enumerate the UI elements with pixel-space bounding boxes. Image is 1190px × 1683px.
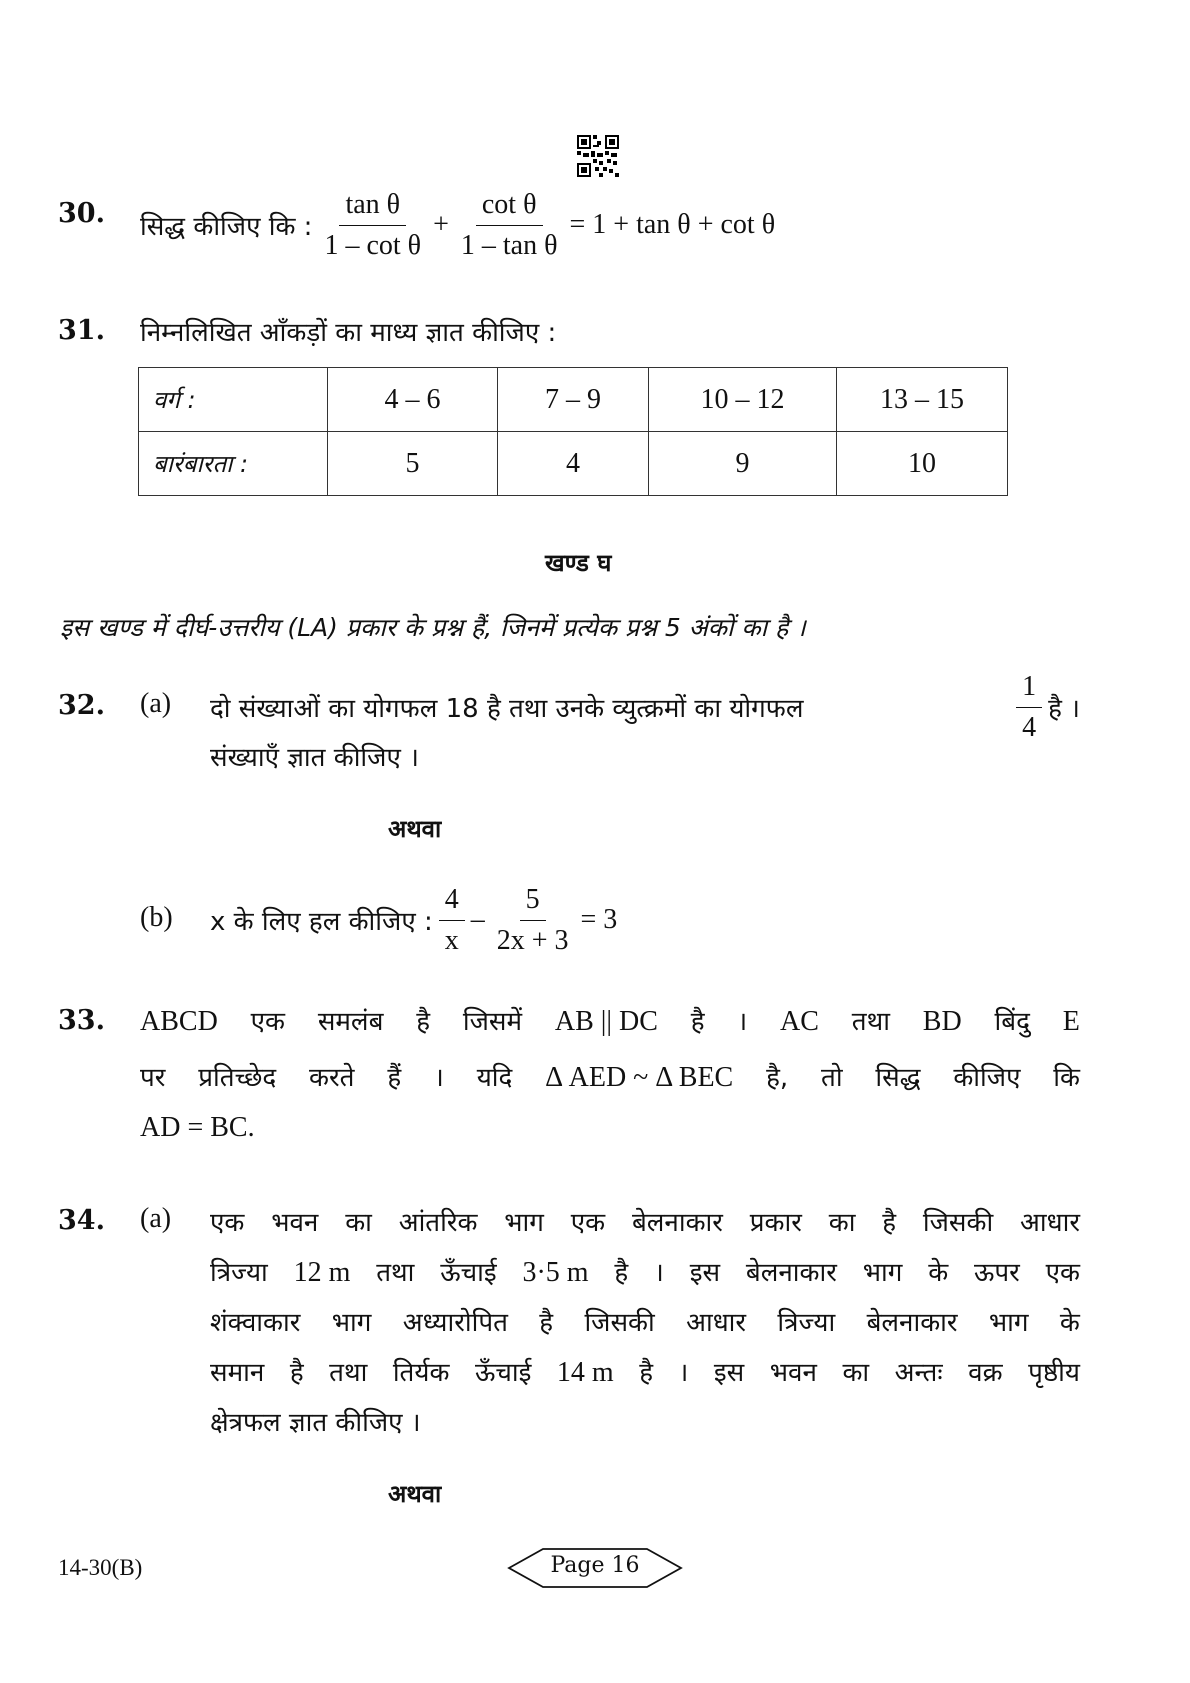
word: भाग [504, 1208, 544, 1238]
table-row-frequency [139, 432, 1008, 496]
word: भाग [988, 1308, 1029, 1338]
word: अन्तः [894, 1358, 943, 1388]
frequency-table [138, 367, 1008, 496]
qr-code-icon [577, 135, 619, 177]
q32-part-b-label: (b) [140, 902, 173, 933]
word: AB || DC [554, 1006, 658, 1037]
word: है [639, 1358, 653, 1388]
q34-line-1 [210, 1203, 1080, 1239]
word: समान [210, 1358, 265, 1388]
question-number-32: 32. [58, 690, 105, 721]
row-label-class: वर्ग : [139, 368, 328, 432]
word: इस [713, 1358, 745, 1388]
word: त्रिज्या [210, 1258, 268, 1288]
q34-line-4 [210, 1353, 1080, 1389]
class-cell: 10 – 12 [649, 368, 837, 432]
q33-line-3: AD = BC. [140, 1112, 255, 1143]
word: एक [210, 1208, 245, 1238]
word: है [289, 1358, 304, 1388]
q30-rhs: = 1 + tan θ + cot θ [569, 209, 776, 240]
word: जिसमें [462, 1007, 523, 1037]
q33-line-2 [140, 1058, 1080, 1094]
word: वक्र [968, 1358, 1003, 1388]
class-cell: 7 – 9 [498, 368, 649, 432]
word: आधार [686, 1308, 747, 1338]
word: हैं [387, 1063, 402, 1093]
numerator: 4 [439, 884, 465, 921]
q31-prompt: निम्नलिखित आँकड़ों का माध्य ज्ञात कीजिए : [140, 318, 557, 348]
word: है [416, 1007, 431, 1037]
word: भाग [331, 1308, 372, 1338]
or-separator: अथवा [388, 815, 442, 843]
frequency-cell: 9 [649, 432, 837, 496]
q32b-prompt: x के लिए हल कीजिए : [210, 907, 433, 937]
denominator: x [444, 924, 459, 956]
q32a-text-end: है । [1048, 694, 1080, 724]
minus-sign: – [470, 904, 485, 935]
word: ऊँचाई [440, 1258, 497, 1288]
q32-part-a-line2: संख्याएँ ज्ञात कीजिए । [210, 743, 419, 773]
q32b-rhs: = 3 [580, 904, 618, 935]
q33-line-1 [140, 1002, 1080, 1038]
word: है [882, 1208, 897, 1238]
q32a-text: दो संख्याओं का योगफल 18 है तथा उनके व्युत्क्रमों का योगफल [210, 694, 804, 724]
question-number-31: 31. [58, 315, 105, 346]
frequency-cell: 10 [837, 432, 1008, 496]
denominator: 4 [1022, 711, 1037, 743]
word: । [737, 1007, 748, 1037]
denominator: 1 – tan θ [460, 229, 558, 261]
plus-sign: + [433, 209, 449, 240]
numerator: tan θ [339, 189, 406, 226]
class-cell: 13 – 15 [837, 368, 1008, 432]
word: भवन [769, 1358, 817, 1388]
word: है, [766, 1063, 789, 1093]
word: है [690, 1007, 705, 1037]
word: इस [689, 1258, 721, 1288]
word: ऊँचाई [474, 1358, 532, 1388]
page-number-badge [507, 1547, 683, 1589]
word: प्रतिच्छेद [198, 1063, 277, 1093]
word: का [842, 1358, 870, 1388]
word: ऊपर [974, 1258, 1020, 1288]
q32b-fraction-1 [439, 884, 465, 957]
word: 3·5 m [522, 1257, 589, 1288]
denominator: 1 – cot θ [324, 229, 422, 261]
question-number-33: 33. [58, 1005, 105, 1036]
word: एक [570, 1208, 606, 1238]
q32-part-a-line1 [210, 672, 1080, 742]
section-note: इस खण्ड में दीर्घ-उत्तरीय (LA) प्रकार के प्रश्न हैं, जिनमें प्रत्येक प्रश्न 5 अंकों का है । [60, 613, 806, 642]
word: का [345, 1208, 372, 1238]
question-number-30: 30. [58, 198, 105, 229]
word: BD [922, 1006, 962, 1037]
word: है [614, 1258, 629, 1288]
frequency-cell: 5 [328, 432, 498, 496]
q30-prompt: सिद्ध कीजिए कि : [140, 212, 313, 242]
word: पर [140, 1063, 166, 1093]
q34-line-5: क्षेत्रफल ज्ञात कीजिए । [210, 1408, 421, 1438]
word: जिसकी [584, 1308, 655, 1338]
word: 14 m [556, 1357, 614, 1388]
q32-part-b [210, 880, 617, 960]
word: के [928, 1258, 949, 1288]
word: पृष्ठीय [1028, 1358, 1080, 1388]
q32b-fraction-2 [491, 884, 575, 957]
word: एक [1045, 1258, 1080, 1288]
word: त्रिज्या [777, 1308, 836, 1338]
q30-fraction-2 [455, 189, 564, 262]
word: बेलनाकार [745, 1258, 837, 1288]
question-30 [140, 185, 775, 265]
word: आधार [1020, 1208, 1080, 1238]
word: । [678, 1358, 689, 1388]
table-row-classes [139, 368, 1008, 432]
word: कीजिए [953, 1063, 1021, 1093]
word: समलंब [317, 1007, 384, 1037]
or-separator-34: अथवा [388, 1480, 442, 1508]
word: भाग [862, 1258, 903, 1288]
word: शंक्वाकार [210, 1308, 301, 1338]
word: के [1059, 1308, 1080, 1338]
word: एक [250, 1007, 285, 1037]
section-heading: खण्ड घ [545, 549, 612, 577]
q32a-fraction [1016, 671, 1042, 744]
q34-line-3 [210, 1303, 1080, 1339]
numerator: cot θ [476, 189, 543, 226]
word: ABCD [140, 1006, 218, 1037]
paper-code: 14-30(B) [58, 1555, 143, 1580]
word: आंतरिक [398, 1208, 478, 1238]
row-label-frequency: बारंबारता : [139, 432, 328, 496]
question-number-34: 34. [58, 1205, 105, 1236]
word: का [828, 1208, 856, 1238]
q30-fraction-1 [318, 189, 427, 262]
word: तिर्यक [392, 1358, 450, 1388]
page-number: Page 16 [550, 1553, 640, 1578]
word: भवन [271, 1208, 319, 1238]
word: AC [780, 1006, 819, 1037]
q34-line-2 [210, 1253, 1080, 1289]
frequency-cell: 4 [498, 432, 649, 496]
class-cell: 4 – 6 [328, 368, 498, 432]
numerator: 1 [1016, 671, 1042, 708]
word: तथा [851, 1007, 890, 1037]
word: बेलनाकार [866, 1308, 958, 1338]
q32-part-a-label: (a) [140, 688, 172, 719]
word: अध्यारोपित [402, 1308, 508, 1338]
word: करते [309, 1063, 355, 1093]
word: । [654, 1258, 664, 1288]
word: 12 m [293, 1257, 351, 1288]
denominator: 2x + 3 [496, 924, 569, 956]
word: जिसकी [922, 1208, 994, 1238]
word: E [1062, 1006, 1080, 1037]
word: । [433, 1063, 444, 1093]
word: सिद्ध [875, 1063, 921, 1093]
word: तथा [376, 1258, 415, 1288]
word: प्रकार [749, 1208, 802, 1238]
word: बेलनाकार [631, 1208, 723, 1238]
numerator: 5 [520, 884, 546, 921]
word: Δ AED ~ Δ BEC [545, 1062, 734, 1093]
word: तथा [329, 1358, 368, 1388]
word: है [539, 1308, 554, 1338]
word: यदि [476, 1063, 513, 1093]
word: तो [821, 1063, 843, 1093]
word: कि [1053, 1063, 1080, 1093]
q34-part-a-label: (a) [140, 1203, 172, 1234]
word: बिंदु [994, 1007, 1030, 1037]
